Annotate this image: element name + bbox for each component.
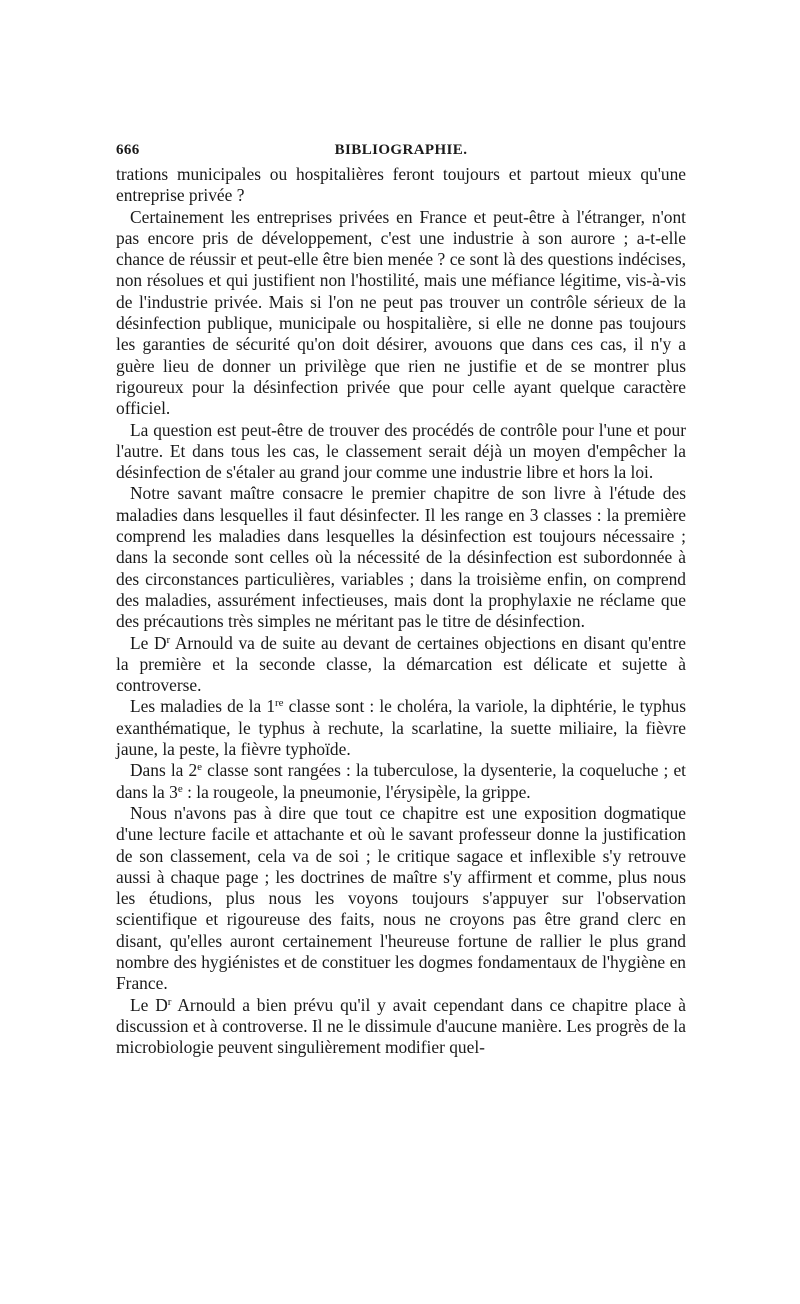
text-span: Le D bbox=[130, 632, 167, 653]
text-span: Le D bbox=[130, 994, 168, 1015]
text-span: : la rougeole, la pneumonie, l'érysipèle, la grippe. bbox=[182, 781, 531, 802]
text-span: Arnould a bien prévu qu'il y avait cependant dans ce chapitre place à discussion et à controverse. Il ne le dissimule d'aucune manière. Les progrès de la microbiologie peuvent singulièrement modifier quel- bbox=[116, 994, 686, 1058]
running-header bbox=[116, 140, 686, 164]
paragraph-5 bbox=[116, 633, 686, 697]
paragraph-1: trations municipales ou hospitalières feront toujours et partout mieux qu'une entreprise privée ? bbox=[116, 164, 686, 206]
paragraph-8: Nous n'avons pas à dire que tout ce chapitre est une exposition dogmatique d'une lecture facile et attachante et où le savant professeur donne la justification de son classement, cela va de soi ; le critique sagace et inflexible s'y retrouve aussi à chaque page ; les doctrines de maître s'y affirment et comme, plus nous les étudions, plus nous les voyons toujours s'appuyer sur l'observation scientifique et rigoureuse des faits, nous ne croyons pas être grand clerc en disant, qu'elles auront certainement l'heureuse fortune de rallier le plus grand nombre des hygiénistes et de constituer les dogmes fondamentaux de l'hygiène en France. bbox=[116, 802, 686, 994]
text-span: Les maladies de la 1 bbox=[130, 696, 276, 717]
superscript: r bbox=[166, 633, 171, 646]
superscript: re bbox=[275, 697, 284, 710]
text-span: Arnould va de suite au devant de certaines objections en disant qu'entre la première et la seconde classe, la démarcation est délicate et sujette à controverse. bbox=[116, 632, 687, 696]
text-span: Dans la 2 bbox=[130, 760, 198, 781]
paragraph-7 bbox=[116, 760, 686, 803]
running-title: BIBLIOGRAPHIE. bbox=[334, 142, 468, 158]
superscript: e bbox=[197, 761, 203, 774]
page-number: 666 bbox=[116, 142, 140, 158]
body-text bbox=[116, 164, 686, 1058]
superscript: r bbox=[167, 995, 172, 1008]
paragraph-6 bbox=[116, 696, 686, 760]
text-span: classe sont rangées : la tuberculose, la dysenterie, la coqueluche ; et dans la 3 bbox=[116, 760, 686, 802]
superscript: e bbox=[177, 782, 183, 795]
paragraph-2: Certainement les entreprises privées en France et peut-être à l'étranger, n'ont pas encore pris de développement, c'est une industrie à son aurore ; a-t-elle chance de réussir et peut-elle être bien menée ? ce sont là des questions indécises, non résolues et qui justifient non l'hostilité, mais une méfiance légitime, vis-à-vis de l'industrie privée. Mais si l'on ne peut pas trouver un contrôle sérieux de la désinfection publique, municipale ou hospitalière, si elle ne donne pas toujours les garanties de sécurité qu'on doit désirer, avouons que dans ces cas, il n'y a guère lieu de donner un privilège que rien ne justifie et de se montrer plus rigoureux pour la désinfection privée que pour celle ayant quelque caractère officiel. bbox=[116, 206, 686, 419]
paragraph-9 bbox=[116, 995, 686, 1059]
paragraph-3: La question est peut-être de trouver des procédés de contrôle pour l'une et pour l'autre. Et dans tous les cas, le classement serait déjà un moyen d'empêcher la désinfection de s'étaler au grand jour comme une industrie libre et hors la loi. bbox=[116, 419, 686, 483]
document-page bbox=[116, 140, 686, 1058]
paragraph-4: Notre savant maître consacre le premier chapitre de son livre à l'étude des maladies dans lesquelles il faut désinfecter. Il les range en 3 classes : la première comprend les maladies dans lesquelles la désinfection est toujours nécessaire ; dans la seconde sont celles où la nécessité de la désinfection est subordonnée à des circonstances particulières, variables ; dans la troisième enfin, on comprend des maladies, assurément infectieuses, mais dont la prophylaxie ne réclame que des précautions très simples ne méritant pas le titre de désinfection. bbox=[116, 483, 686, 632]
text-span: classe sont : le choléra, la variole, la diphtérie, le typhus exanthématique, le typhus à rechute, la scarlatine, la suette miliaire, la fièvre jaune, la peste, la fièvre typhoïde. bbox=[116, 696, 686, 760]
